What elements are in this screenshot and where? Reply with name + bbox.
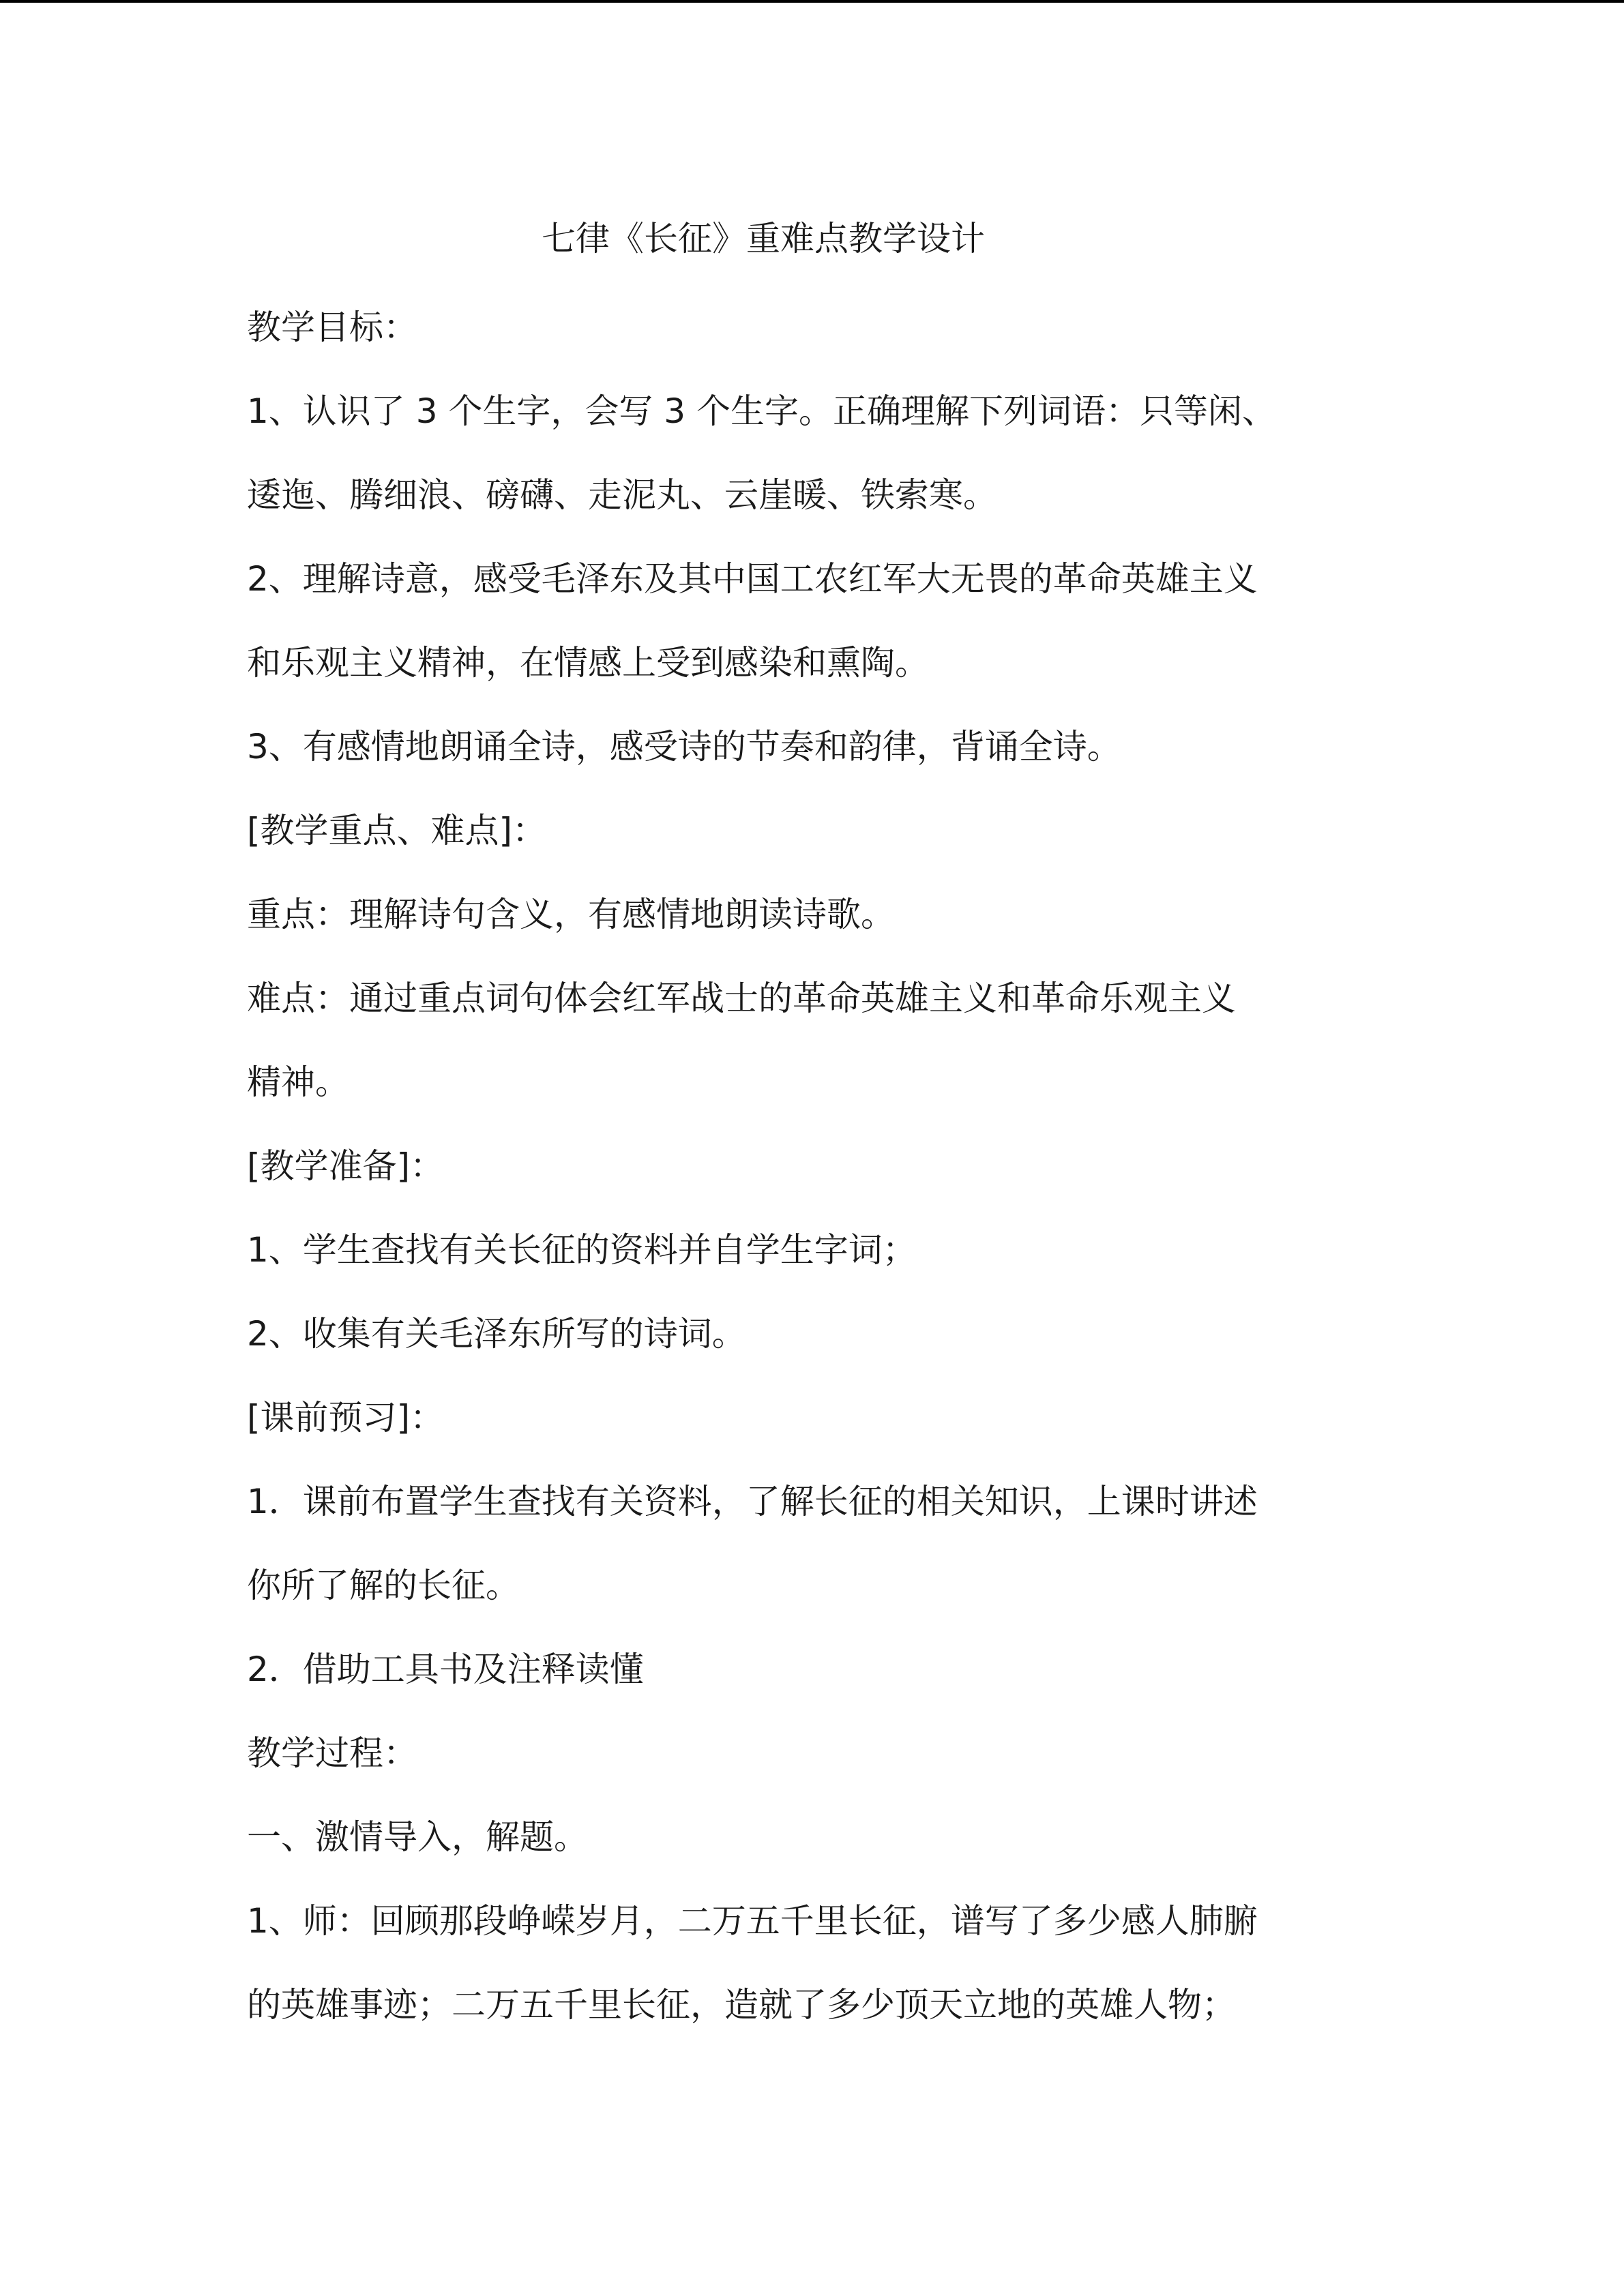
heading-preview: [课前预习]： bbox=[247, 1398, 445, 1437]
paragraph-line: 1、师：回顾那段峥嵘岁月，二万五千里长征，谱写了多少感人肺腑 bbox=[247, 1901, 1258, 1941]
heading-key-points: [教学重点、难点]： bbox=[247, 811, 547, 850]
paragraph-line: 1．课前布置学生查找有关资料，了解长征的相关知识，上课时讲述 bbox=[247, 1482, 1258, 1521]
paragraph-line: 精神。 bbox=[247, 1062, 349, 1102]
heading-preparation: [教学准备]： bbox=[247, 1146, 445, 1186]
paragraph-line: 2．借助工具书及注释读懂 bbox=[247, 1650, 644, 1689]
heading-teaching-process: 教学过程： bbox=[247, 1733, 417, 1773]
paragraph-line: 你所了解的长征。 bbox=[247, 1566, 520, 1605]
section-heading: 一、激情导入，解题。 bbox=[247, 1817, 588, 1857]
paragraph-line: 逶迤、腾细浪、磅礴、走泥丸、云崖暖、铁索寒。 bbox=[247, 475, 997, 515]
paragraph-line: 1、学生查找有关长征的资料并自学生字词； bbox=[247, 1230, 917, 1270]
top-border-line bbox=[0, 0, 1624, 3]
paragraph-line: 难点：通过重点词句体会红军战士的革命英雄主义和革命乐观主义 bbox=[247, 979, 1236, 1018]
paragraph-line: 3、有感情地朗诵全诗，感受诗的节奏和韵律，背诵全诗。 bbox=[247, 727, 1121, 766]
paragraph-line: 2、收集有关毛泽东所写的诗词。 bbox=[247, 1314, 746, 1354]
paragraph-line: 的英雄事迹；二万五千里长征，造就了多少顶天立地的英雄人物； bbox=[247, 1985, 1236, 2025]
paragraph-line: 1、认识了 3 个生字，会写 3 个生字。正确理解下列词语：只等闲、 bbox=[247, 391, 1277, 431]
paragraph-line: 2、理解诗意，感受毛泽东及其中国工农红军大无畏的革命英雄主义 bbox=[247, 559, 1258, 599]
document-title: 七律《长征》重难点教学设计 bbox=[542, 219, 985, 258]
heading-teaching-goals: 教学目标： bbox=[247, 308, 417, 347]
paragraph-line: 和乐观主义精神，在情感上受到感染和熏陶。 bbox=[247, 643, 929, 683]
paragraph-line: 重点：理解诗句含义，有感情地朗读诗歌。 bbox=[247, 895, 895, 934]
